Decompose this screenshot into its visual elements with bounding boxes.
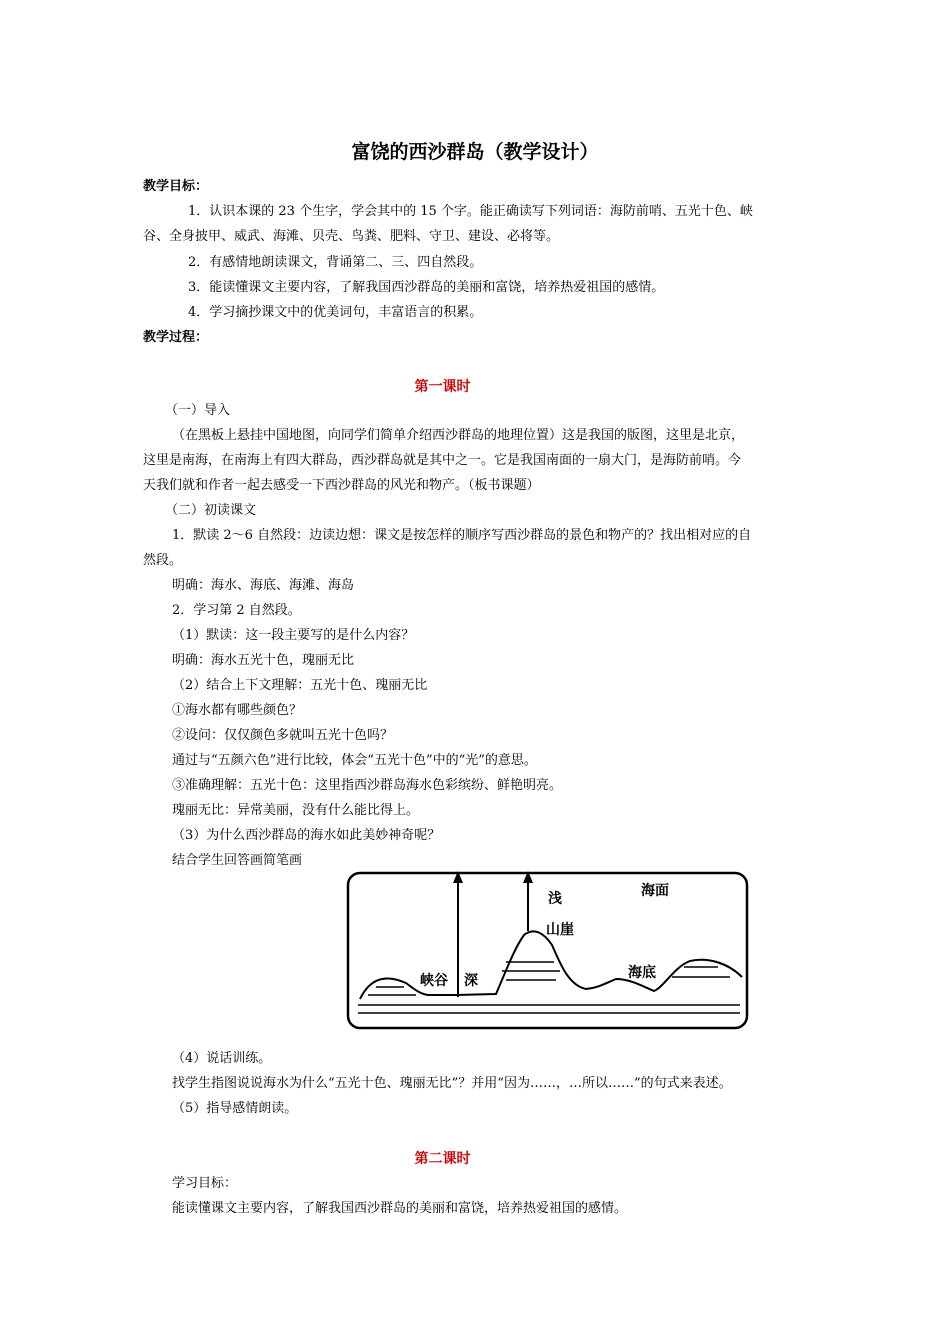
answer-2-1: 明确：海水五光十色，瑰丽无比	[172, 653, 355, 668]
lesson-2-goal-label: 学习目标：	[172, 1176, 238, 1191]
question-2-5: （5）指导感情朗读。	[172, 1101, 298, 1116]
goals-heading: 教学目标：	[143, 179, 209, 194]
label-cliff: 山崖	[546, 922, 574, 938]
intro-paragraph-line-2: 这里是南海，在南海上有四大群岛，西沙群岛就是其中之一。它是我国南面的一扇大门，是海防前哨。今	[143, 453, 742, 468]
label-deep: 深	[464, 973, 478, 989]
process-heading: 教学过程：	[143, 330, 209, 345]
comparison-note: 通过与“五颜六色”进行比较，体会“五光十色”中的“光”的意思。	[172, 753, 537, 768]
speaking-practice: 找学生指图说说海水为什么“五光十色、瑰丽无比”？并用“因为……，…所以……”的句式来表述。	[172, 1076, 732, 1091]
goal-1-line-1: 1．认识本课的 23 个生字，学会其中的 15 个字。能正确读写下列词语：海防前哨、五光十色、峡	[188, 204, 753, 219]
definition-guili: 瑰丽无比：异常美丽，没有什么能比得上。	[172, 803, 420, 818]
seabed-profile	[360, 931, 742, 999]
rhetorical-question: ②设问：仅仅颜色多就叫五光十色吗？	[172, 728, 394, 743]
question-2-2: （2）结合上下文理解：五光十色、瑰丽无比	[172, 678, 428, 693]
question-2-4: （4）说话训练。	[172, 1051, 272, 1066]
goal-4: 4．学习摘抄课文中的优美词句，丰富语言的积累。	[188, 305, 483, 320]
seabed-sketch	[346, 871, 750, 1031]
question-2-3: （3）为什么西沙群岛的海水如此美妙神奇呢？	[172, 828, 441, 843]
lesson-2-goal-text: 能读懂课文主要内容，了解我国西沙群岛的美丽和富饶，培养热爱祖国的感情。	[172, 1201, 628, 1216]
goal-1-line-2: 谷、全身披甲、威武、海滩、贝壳、鸟粪、肥料、守卫、建设、必将等。	[143, 229, 560, 244]
label-sea-surface: 海面	[641, 883, 669, 899]
label-seabed: 海底	[628, 965, 656, 981]
sketch-caption: 结合学生回答画简笔画	[172, 853, 303, 868]
section-first-reading: （二）初读课文	[165, 503, 257, 518]
section-intro: （一）导入	[165, 403, 231, 418]
question-2-1: （1）默读：这一段主要写的是什么内容？	[172, 628, 415, 643]
document-title: 富饶的西沙群岛（教学设计）	[351, 141, 599, 163]
intro-paragraph-line-3: 天我们就和作者一起去感受一下西沙群岛的风光和物产。（板书课题）	[143, 478, 540, 493]
goal-3: 3．能读懂课文主要内容，了解我国西沙群岛的美丽和富饶，培养热爱祖国的感情。	[188, 280, 665, 295]
lesson-1-heading: 第一课时	[414, 379, 471, 395]
intro-paragraph-line-1: （在黑板上悬挂中国地图，向同学们简单介绍西沙群岛的地理位置）这是我国的版图，这里是北京，	[172, 428, 745, 443]
answer-1: 明确：海水、海底、海滩、海岛	[172, 578, 355, 593]
lesson-2-heading: 第二课时	[414, 1151, 471, 1167]
question-1-line-2: 然段。	[143, 553, 183, 568]
question-2: 2．学习第 2 自然段。	[172, 603, 301, 618]
color-question: ①海水都有哪些颜色？	[172, 703, 303, 718]
goal-2: 2．有感情地朗读课文，背诵第二、三、四自然段。	[188, 255, 483, 270]
label-shallow: 浅	[548, 891, 562, 907]
label-canyon: 峡谷	[420, 973, 448, 989]
definition-wuguang: ③准确理解：五光十色：这里指西沙群岛海水色彩缤纷、鲜艳明亮。	[172, 778, 563, 793]
question-1-line-1: 1．默读 2～6 自然段：边读边想：课文是按怎样的顺序写西沙群岛的景色和物产的？找出相对应的自	[172, 528, 752, 543]
